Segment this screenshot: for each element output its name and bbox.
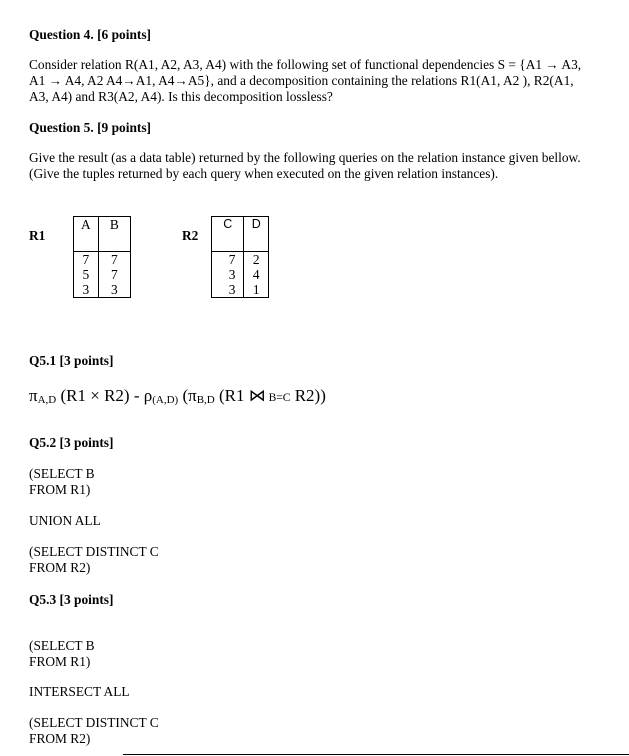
join-symbol: ⋈ <box>248 386 266 405</box>
rename-symbol: ρ <box>143 386 153 405</box>
r1-col-a <box>74 252 99 298</box>
table-cell: 3 <box>228 267 236 282</box>
table-cell: 3 <box>110 282 118 297</box>
q53-select1-line: (SELECT B <box>29 638 95 653</box>
q52-select1-line: FROM R1) <box>29 482 91 497</box>
q53-select2-line: (SELECT DISTINCT C <box>29 715 159 730</box>
formula-part: ( <box>178 386 189 405</box>
formula-part: R2)) <box>290 386 326 405</box>
q52-operator: UNION ALL <box>29 513 101 528</box>
q51-heading: Q5.1 [3 points] <box>29 353 114 368</box>
rename-subscript: (A,D) <box>152 394 179 406</box>
page-bottom-rule <box>123 754 629 755</box>
table-cell: 1 <box>252 282 260 297</box>
table-cell: 7 <box>110 252 118 267</box>
r1-label: R1 <box>29 228 46 243</box>
r1-table <box>73 216 131 298</box>
q5-line: (Give the tuples returned by each query when executed on the given relation instances). <box>29 166 499 182</box>
formula-part: (R1 × R2) - <box>56 386 144 405</box>
q52-select2-line: (SELECT DISTINCT C <box>29 544 159 559</box>
r2-header-d: D <box>244 217 269 252</box>
r2-col-d <box>244 252 269 298</box>
projection-subscript: A,D <box>37 394 57 406</box>
q4-line: A1 → A4, A2 A4→A1, A4→A5}, and a decomposition containing the relations R1(A1, A2 ), R2(A1, <box>29 73 574 89</box>
table-cell: 7 <box>82 252 90 267</box>
q4-heading: Question 4. [6 points] <box>29 27 152 42</box>
q5-body <box>29 150 609 182</box>
q5-heading: Question 5. [9 points] <box>29 120 152 135</box>
table-cell: 7 <box>110 267 118 282</box>
q53-select2-line: FROM R2) <box>29 731 91 746</box>
formula-part: (R1 <box>214 386 249 405</box>
q53-operator: INTERSECT ALL <box>29 684 130 699</box>
q4-line: Consider relation R(A1, A2, A3, A4) with the following set of functional dependencies S = {A1 → A3, <box>29 57 582 72</box>
q52-select1-line: (SELECT B <box>29 466 95 481</box>
q4-body <box>29 57 609 106</box>
r2-label: R2 <box>182 228 199 243</box>
r2-table <box>211 216 269 298</box>
q52-heading: Q5.2 [3 points] <box>29 435 114 450</box>
relational-algebra-formula <box>29 386 326 410</box>
r2-header-c: C <box>212 217 244 252</box>
table-cell: 3 <box>228 282 236 297</box>
r2-col-c <box>212 252 244 298</box>
r1-header-b: B <box>98 217 130 252</box>
r1-col-b <box>98 252 130 298</box>
table-cell: 7 <box>228 252 236 267</box>
table-cell: 4 <box>252 267 260 282</box>
table-cell: 2 <box>252 252 260 267</box>
projection-symbol: π <box>188 386 197 405</box>
q53-select1-line: FROM R1) <box>29 654 91 669</box>
table-cell: 3 <box>82 282 90 297</box>
q53-heading: Q5.3 [3 points] <box>29 592 114 607</box>
projection-subscript: B,D <box>196 394 215 406</box>
q4-line: A3, A4) and R3(A2, A4). Is this decomposition lossless? <box>29 89 333 105</box>
join-condition: B=C <box>265 392 291 404</box>
table-cell: 5 <box>82 267 90 282</box>
q52-select2-line: FROM R2) <box>29 560 91 575</box>
projection-symbol: π <box>29 386 38 405</box>
r1-header-a: A <box>74 217 99 252</box>
q5-line: Give the result (as a data table) returned by the following queries on the relation instance given bellow. <box>29 150 581 165</box>
